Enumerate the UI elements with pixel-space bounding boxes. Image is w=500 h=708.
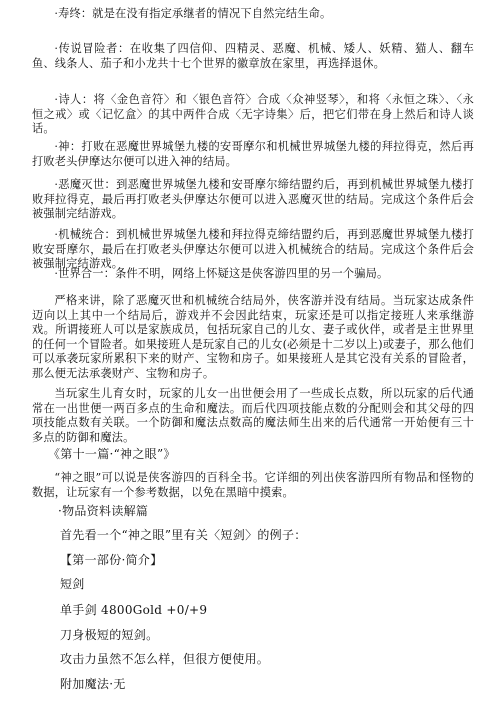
- item-note: 攻击力虽然不怎么样，但很方便使用。: [60, 652, 270, 666]
- item-stats: 单手剑 4800Gold +0/+9: [60, 603, 208, 617]
- ending-legendary-adventurer: ·传说冒险者：在收集了四信仰、四精灵、恶魔、机械、矮人、妖精、猫人、翻车鱼、线条人、茄子和小龙共十七个世界的徽章放在家里，再选择退休。: [32, 42, 474, 70]
- successor-explanation: 严格来讲，除了恶魔灭世和机械统合结局外，侠客游并没有结局。当玩家达成条件迈向以上其中一个结局后，游戏并不会因此结束，玩家还是可以指定接班人来承继游戏。所谓接班人可以是家族成员，包括玩家自己的儿女、妻子或伙伴，或者是主世界里的任何一个冒险者。如果接班人是玩家自己的儿女(必须是十二岁以上)或妻子，那么他们可以承袭玩家所累积下来的财产、宝物和房子。如果接班人是其它没有关系的冒险者，那么便无法承袭财产、宝物和房子。: [32, 294, 474, 380]
- ending-old-age: ·寿终：就是在没有指定承继者的情况下自然完结生命。: [54, 7, 332, 20]
- ending-poet: ·诗人：将〈金色音符〉和〈银色音符〉合成〈众神竖琴〉，和将〈永恒之珠〉、〈永恒之戒〉或〈记忆盒〉的其中两件合成〈无字诗集〉后，把它们带在身上然后和诗人谈话。: [32, 93, 474, 135]
- item-description: 刀身极短的短剑。: [60, 628, 159, 642]
- item-magic: 附加魔法·无: [60, 677, 126, 691]
- item-name: 短剑: [60, 577, 85, 591]
- ending-demon-destruction: ·恶魔灭世：到恶魔世界城堡九楼和安哥摩尔缔结盟约后，再到机械世界城堡九楼打败拜拉得克，最后再打败老头伊摩达尔便可以进入恶魔灭世的结局。完成这个条件后会被强制完结游戏。: [32, 178, 474, 220]
- ending-machine-unification: ·机械统合：到机械世界城堡九楼和拜拉得克缔结盟约后，再到恶魔世界城堡九楼打败安哥摩尔，最后在打败老头伊摩达尔便可以进入机械统合的结局。完成这个条件后会被强制完结游戏。: [32, 228, 474, 270]
- eye-of-god-intro: “神之眼”可以说是侠客游四的百科全书。它详细的列出侠客游四所有物品和怪物的数据，让玩家有一个参考数据，以免在黑暗中摸索。: [32, 471, 474, 499]
- section-heading: ·物品资料读解篇: [58, 504, 149, 518]
- chapter-heading: 《第十一篇·“神之眼”》: [48, 447, 176, 461]
- ending-god: ·神：打败在恶魔世界城堡九楼的安哥摩尔和机械世界城堡九楼的拜拉得克，然后再打败老头伊摩达尔便可以进入神的结局。: [32, 140, 474, 168]
- offspring-explanation: 当玩家生儿育女时，玩家的儿女一出世便会用了一些成长点数，所以玩家的后代通常在一出世便一两百多点的生命和魔法。而后代四项技能点数的分配则会和其父母的四项技能点数有关联。一个防御和魔法点数高的魔法师生出来的后代通常一开始便有三十多点的防御和魔法。: [32, 387, 474, 444]
- example-intro: 首先看一个“神之眼”里有关〈短剑〉的例子：: [60, 528, 307, 542]
- ending-world-union: ·世界合一：条件不明，网络上怀疑这是侠客游四里的另一个骗局。: [54, 267, 389, 280]
- part-heading: 【第一部份·简介】: [60, 553, 163, 567]
